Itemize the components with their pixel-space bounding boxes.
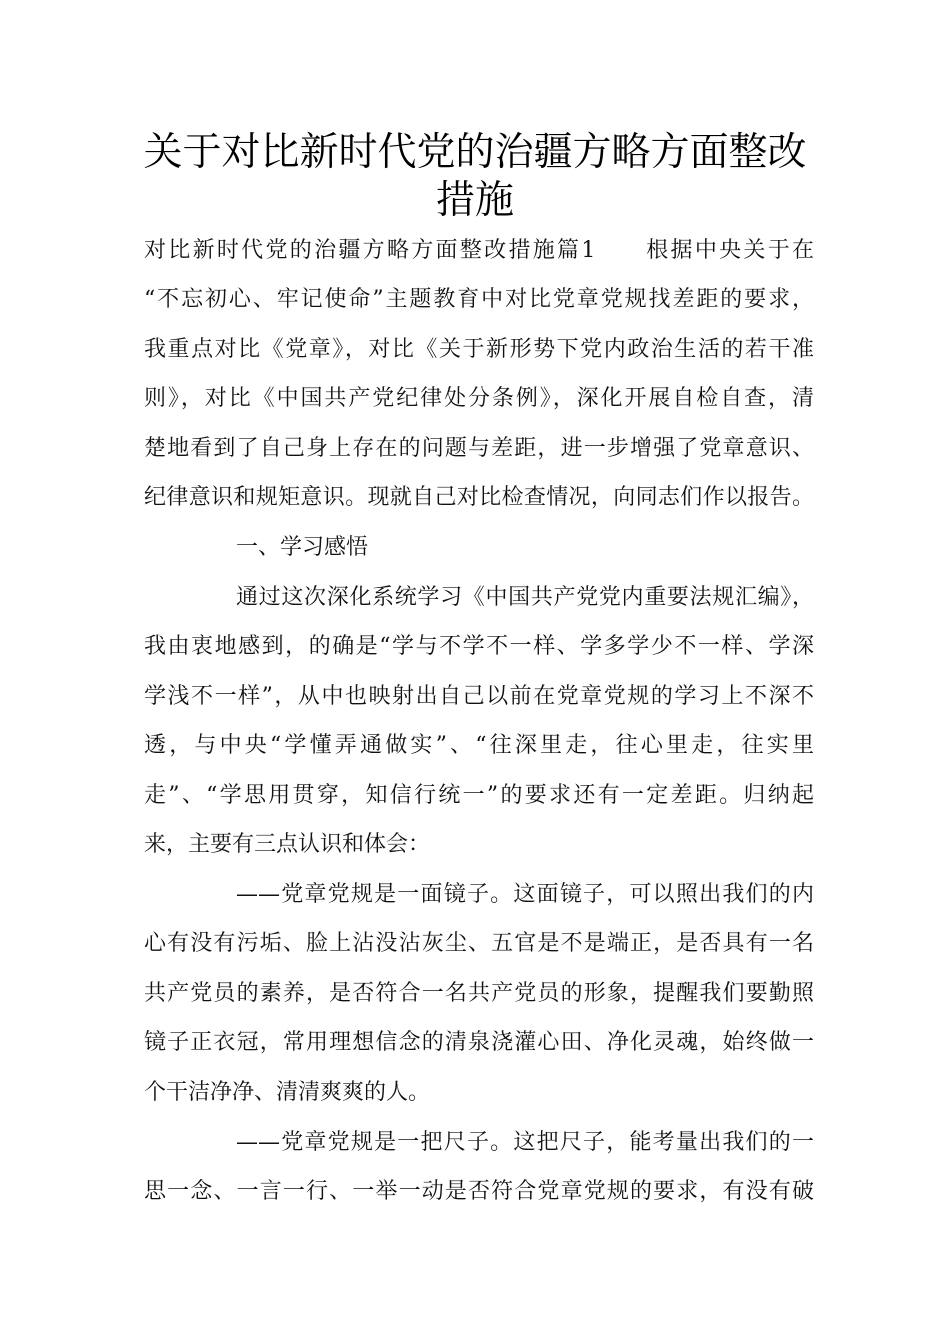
paragraph-line: 通过这次深化系统学习《中国共产党党内重要法规汇编》， bbox=[236, 585, 814, 610]
paragraph-line: 则》，对比《中国共产党纪律处分条例》，深化开展自检自查，清 bbox=[144, 386, 814, 411]
paragraph-line: 共产党员的素养，是否符合一名共产党员的形象，提醒我们要勤照 bbox=[144, 981, 814, 1006]
paragraph-line: 走”、“学思用贯穿，知信行统一”的要求还有一定差距。归纳起 bbox=[144, 783, 814, 808]
paragraph-line: 个干洁净净、清清爽爽的人。 bbox=[144, 1080, 431, 1105]
paragraph-line: 我重点对比《党章》，对比《关于新形势下党内政治生活的若干准 bbox=[144, 337, 814, 362]
section-heading: 一、学习感悟 bbox=[236, 535, 369, 560]
paragraph-line: 透，与中央“学懂弄通做实”、“往深里走，往心里走，往实里 bbox=[144, 733, 814, 758]
paragraph-line: 对比新时代党的治疆方略方面整改措施篇1 根据中央关于在 bbox=[144, 238, 814, 263]
paragraph-line: 来，主要有三点认识和体会： bbox=[144, 832, 431, 857]
paragraph-line: 镜子正衣冠，常用理想信念的清泉浇灌心田、净化灵魂，始终做一 bbox=[144, 1030, 814, 1055]
paragraph-line: 心有没有污垢、脸上沾没沾灰尘、五官是不是端正，是否具有一名 bbox=[144, 931, 814, 956]
paragraph-line: ——党章党规是一面镜子。这面镜子，可以照出我们的内 bbox=[236, 882, 814, 907]
document-title-line-1: 关于对比新时代党的治疆方略方面整改 bbox=[143, 130, 807, 175]
paragraph-line: 我由衷地感到，的确是“学与不学不一样、学多学少不一样、学深 bbox=[144, 634, 814, 659]
paragraph-line: “不忘初心、牢记使命”主题教育中对比党章党规找差距的要求， bbox=[144, 287, 814, 312]
paragraph-line: ——党章党规是一把尺子。这把尺子，能考量出我们的一 bbox=[236, 1130, 814, 1155]
paragraph-line: 思一念、一言一行、一举一动是否符合党章党规的要求，有没有破 bbox=[144, 1179, 814, 1204]
paragraph-line: 纪律意识和规矩意识。现就自己对比检查情况，向同志们作以报告。 bbox=[144, 485, 814, 510]
paragraph-line: 学浅不一样”，从中也映射出自己以前在党章党规的学习上不深不 bbox=[144, 684, 814, 709]
document-title-line-2: 措施 bbox=[435, 178, 514, 223]
paragraph-line: 楚地看到了自己身上存在的问题与差距，进一步增强了党章意识、 bbox=[144, 436, 814, 461]
